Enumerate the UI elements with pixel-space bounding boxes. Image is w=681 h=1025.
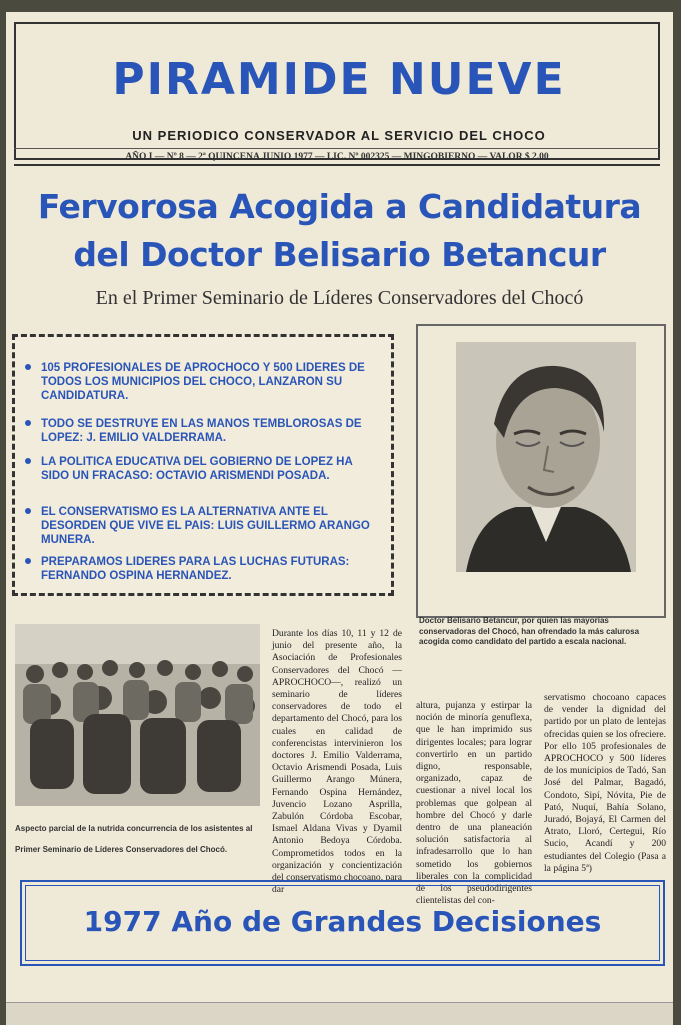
newspaper-page xyxy=(6,12,673,1024)
article-column-1: Durante los días 10, 11 y 12 de junio del presente año, la Asociación de Profesionales Conservadores del Chocó —APROCHOCO—, realizó un seminario de líderes conservadores de todo el departamento del Chocó, para los cuales en calidad de conferencistas intervinieron los doctores J. Emilio Valderrama, Octavio Arismendi Posada, Luis Guillermo Arango Múnera, Fernando Ospina Hernández, Juvencio Lozano Asprilla, Zabulón Córdoba Escobar, Ismael Aldana Vivas y Dyamil Antonio Bedoya Córdoba. Comprometidos todos en la organización y concientización del conservatismo chocoano, para dar xyxy=(272,628,402,896)
highlight-text: EL CONSERVATISMO ES LA ALTERNATIVA ANTE EL DESORDEN QUE VIVE EL PAIS: LUIS GUILLERMO ARANGO MUNERA. xyxy=(41,506,370,546)
article-column-3: servatismo chocoano capaces de vender la dignidad del partido por un plato de lentejas ofrecidas quien se los ofreciere. Por ello 105 profesionales de APROCHOCO y 500 líderes de los municipios de Tadó, San José del Palmar, Bagadó, Condoto, Sipí, Nóvita, Pie de Pató, Nuquí, Bahía Solano, Juradó, Bojayá, El Carmen del Atrato, Lloró, Certegui, Río Sucio, Acandí y 200 estudiantes del Colegio (Pasa a la página 5ª) xyxy=(544,692,666,874)
highlight-item xyxy=(41,555,381,583)
crowd-photo xyxy=(15,624,260,806)
highlight-item xyxy=(41,455,381,483)
highlight-text: TODO SE DESTRUYE EN LAS MANOS TEMBLOROSAS DE LOPEZ: J. EMILIO VALDERRAMA. xyxy=(41,418,362,444)
masthead xyxy=(14,22,660,160)
portrait-illustration xyxy=(456,342,636,572)
bullet-dot-icon xyxy=(25,420,31,426)
headline-line-1: Fervorosa Acogida a Candidatura xyxy=(37,187,642,226)
highlight-text: PREPARAMOS LIDERES PARA LAS LUCHAS FUTURAS: FERNANDO OSPINA HERNANDEZ. xyxy=(41,556,350,582)
highlights-box xyxy=(12,334,394,596)
masthead-subtitle: UN PERIODICO CONSERVADOR AL SERVICIO DEL CHOCO xyxy=(132,128,546,143)
headline-line-2: del Doctor Belisario Betancur xyxy=(73,235,606,274)
crowd-caption: Aspecto parcial de la nutrida concurrencia de los asistentes al Primer Seminario de Líderes Conservadores del Chocó. xyxy=(15,824,253,854)
footer-banner-text: 1977 Año de Grandes Decisiones xyxy=(83,905,602,938)
issue-line: AÑO I — Nº 8 — 2ª QUINCENA JUNIO 1977 — LIC. Nº 002325 — MINGOBIERNO — VALOR $ 2.00 xyxy=(14,148,660,166)
portrait-photo xyxy=(456,342,636,572)
next-page-strip xyxy=(6,1002,673,1025)
footer-banner xyxy=(20,880,665,966)
highlight-text: LA POLITICA EDUCATIVA DEL GOBIERNO DE LOPEZ HA SIDO UN FRACASO: OCTAVIO ARISMENDI POSADA. xyxy=(41,456,353,482)
bullet-dot-icon xyxy=(25,458,31,464)
bullet-dot-icon xyxy=(25,558,31,564)
crowd-illustration xyxy=(15,624,260,806)
bullet-dot-icon xyxy=(25,364,31,370)
article-column-2: altura, pujanza y estirpar la noción de minoría genuflexa, que le han imprimido sus dirigentes locales; para lograr convertirlo en un partido digno, responsable, organizado, capaz de cuestionar a nivel local los problemas que golpean al hombre del Chocó y darle dentro de una planeación solución satisfactoria al infradesarrollo que lo han sometido los gobiernos liberales con la complicidad de los pseudodirigentes clientelistas del con- xyxy=(416,700,532,907)
highlight-item xyxy=(41,417,381,445)
portrait-frame xyxy=(416,324,666,618)
bullet-dot-icon xyxy=(25,508,31,514)
highlight-item xyxy=(41,361,381,403)
portrait-caption: Doctor Belisario Betancur, por quien las mayorías conservadoras del Chocó, han ofrendado la más calurosa acogida como candidato del partido a escala nacional. xyxy=(419,616,640,646)
masthead-title: PIRAMIDE NUEVE xyxy=(112,54,566,105)
highlight-text: 105 PROFESIONALES DE APROCHOCO Y 500 LIDERES DE TODOS LOS MUNICIPIOS DEL CHOCO, LANZARON SU CANDIDATURA. xyxy=(41,362,365,402)
highlight-item xyxy=(41,505,381,547)
subheadline: En el Primer Seminario de Líderes Conservadores del Chocó xyxy=(95,287,584,309)
